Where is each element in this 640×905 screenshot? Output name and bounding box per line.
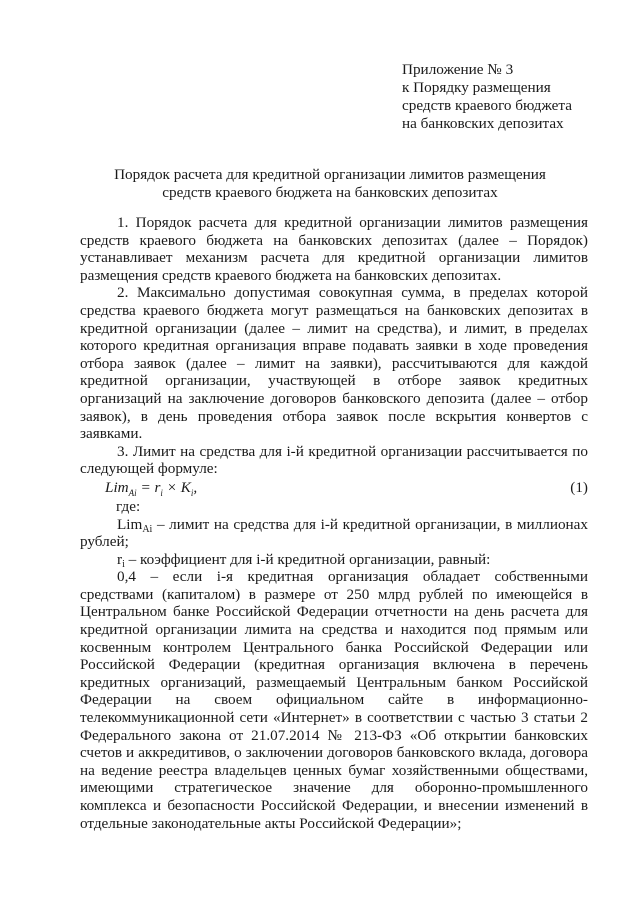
paragraph-2: 2. Максимально допустимая совокупная сумма, в пределах которой средства краевого бюджета могут размещаться на банковских депозитах в кредитной организации (далее – лимит на средства), и лимит, в пределах которого кредитная организация вправе подавать заявки в ходе проведения отбора заявок (далее – лимит на заявки), рассчитываются для каждой кредитной организации, участвующей в отборе заявок кредитных организаций на заключение договоров банковского депозита (далее – отбор заявок), в день проведения отбора заявок после вскрытия конвертов с заявками. — [80, 284, 588, 443]
appendix-line: на банковских депозитах — [402, 115, 564, 132]
formula-rhs: = r — [136, 478, 161, 496]
title-line: Порядок расчета для кредитной организации лимитов размещения — [114, 166, 546, 183]
formula-lhs: Lim — [105, 478, 129, 496]
definition-r-term: r — [117, 550, 123, 568]
formula-tail: , — [193, 478, 198, 496]
formula-lhs-sub: Ai — [128, 487, 137, 498]
document-body — [80, 214, 588, 832]
formula-k-sub: i — [190, 487, 194, 498]
formula-1 — [80, 478, 588, 498]
paragraph-1: 1. Порядок расчета для кредитной организации лимитов размещения средств краевого бюджета на банковских депозитах (далее – Порядок) устанавливает механизм расчета для кредитной организации лимитов размещения средств краевого бюджета на банковских депозитах. — [80, 214, 588, 284]
title-line: средств краевого бюджета на банковских депозитах — [162, 183, 498, 201]
formula-mult: × K — [162, 478, 191, 496]
definition-lim — [80, 516, 588, 551]
definition-lim-sub: Ai — [142, 523, 153, 535]
definition-lim-term: Lim — [117, 515, 143, 533]
appendix-line: к Порядку размещения — [402, 79, 551, 96]
definition-r-sub: i — [122, 558, 125, 570]
where-label: где: — [116, 497, 141, 515]
definition-r — [80, 551, 588, 569]
appendix-line: Приложение № 3 — [402, 61, 514, 78]
document-title — [80, 166, 580, 201]
formula-rhs-sub: i — [160, 487, 163, 498]
formula-number: (1) — [570, 478, 588, 496]
formula-expression — [105, 479, 197, 503]
definition-r-text: – коэффициент для i-й кредитной организации, равный: — [124, 550, 491, 568]
definition-lim-text: – лимит на средства для i-й кредитной организации, в миллионах рублей; — [80, 515, 588, 551]
appendix-line: средств краевого бюджета — [402, 97, 572, 114]
case-1: 0,4 – если i-я кредитная организация обладает собственными средствами (капиталом) в размере от 250 млрд рублей по имеющейся в Центральном банке Российской Федерации отчетности на день расчета для кредитной организации лимита на средства и находится под прямым или косвенным контролем Центрального банка Российской Федерации или Российской Федерации (кредитная организация включена в перечень кредитных организаций, размещаемый Центральным банком Российской Федерации на своем официальном сайте в информационно-телекоммуникационной сети «Интернет» в соответствии с частью 3 статьи 2 Федерального закона от 21.07.2014 № 213-ФЗ «Об открытии банковских счетов и аккредитивов, о заключении договоров банковского вклада, договора на ведение реестра владельцев ценных бумаг хозяйственными обществами, имеющими стратегическое значение для оборонно-промышленного комплекса и безопасности Российской Федерации, и внесении изменений в отдельные законодательные акты Российской Федерации»; — [80, 568, 588, 832]
paragraph-3: 3. Лимит на средства для i-й кредитной организации рассчитывается по следующей формуле: — [80, 442, 588, 478]
appendix-header — [402, 61, 632, 133]
